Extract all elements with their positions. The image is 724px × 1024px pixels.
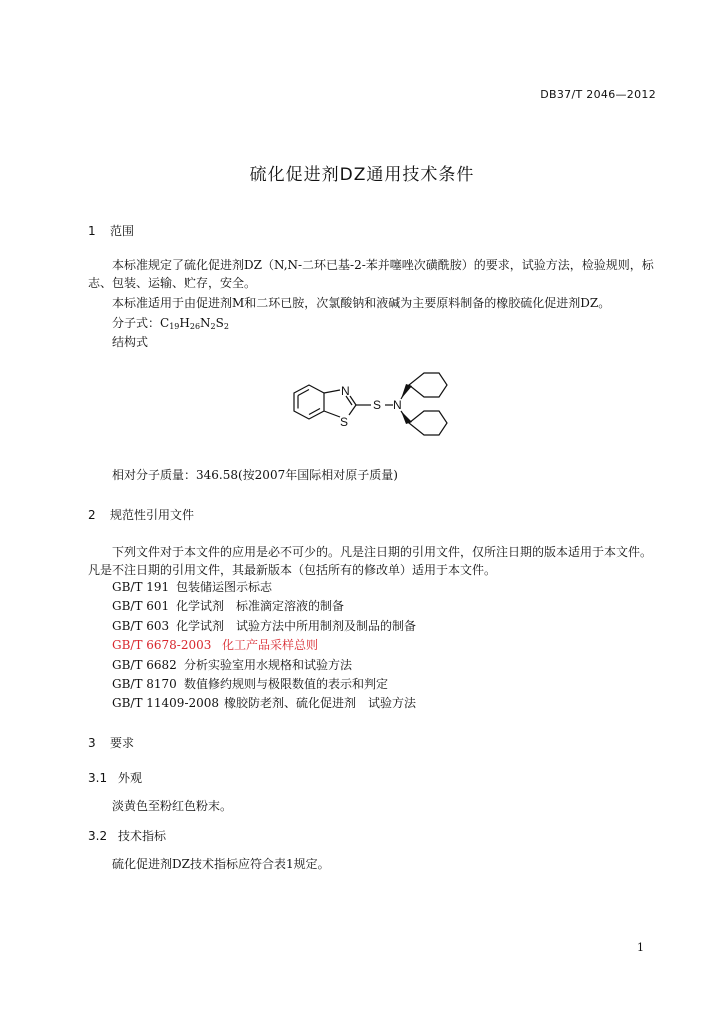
- reference-name: 数值修约规则与极限数值的表示和判定: [184, 676, 389, 691]
- section-1-title: 范围: [110, 224, 135, 238]
- subsection-3-1-title: 外观: [118, 771, 143, 785]
- standard-number: DB37/T 2046—2012: [540, 88, 656, 101]
- formula-c: C: [160, 316, 170, 330]
- section-3-number: 3: [88, 736, 96, 750]
- reference-list: [112, 578, 416, 714]
- formula-n-count: 2: [210, 322, 216, 331]
- subsection-3-2-title: 技术指标: [118, 829, 167, 843]
- section-2-title: 规范性引用文件: [110, 508, 195, 522]
- reference-item: [112, 597, 416, 616]
- atom-n-thiazole: N: [341, 384, 350, 398]
- reference-name: 化学试剂 试验方法中所用制剂及制品的制备: [176, 618, 417, 633]
- formula-c-count: 19: [169, 322, 180, 331]
- structural-formula-diagram: [288, 368, 458, 452]
- section-1-heading: [88, 222, 134, 239]
- structure-label: 结构式: [112, 335, 149, 349]
- reference-item: [112, 578, 416, 597]
- section-3-heading: [88, 734, 134, 751]
- reference-name: 橡胶防老剂、硫化促进剂 试验方法: [224, 696, 417, 711]
- reference-name: 分析实验室用水规格和试验方法: [184, 657, 353, 672]
- reference-name: 化学试剂 标准滴定溶液的制备: [176, 599, 345, 614]
- formula-n: N: [200, 316, 211, 330]
- scope-paragraph-1: 本标准规定了硫化促进剂DZ（N,N-二环已基-2-苯并噻唑次磺酰胺）的要求，试验方法，检验规则，标志、包装、运输、贮存，安全。: [88, 258, 654, 290]
- atom-s-sulfenamide: S: [373, 398, 382, 412]
- reference-code: GB/T 8170: [112, 676, 177, 691]
- appearance-text: 淡黄色至粉红色粉末。: [112, 799, 233, 813]
- formula-h-count: 26: [189, 322, 201, 331]
- normative-references-intro: 下列文件对于本文件的应用是必不可少的。凡是注日期的引用文件，仅所注日期的版本适用于本文件。凡是不注日期的引用文件，其最新版本（包括所有的修改单）适用于本文件。: [88, 545, 653, 577]
- subsection-3-2-number: 3.2: [88, 829, 108, 843]
- formula-h: H: [179, 316, 190, 330]
- reference-item: [112, 694, 416, 713]
- reference-name: 化工产品采样总则: [222, 638, 319, 653]
- subsection-3-2-heading: [88, 827, 166, 844]
- reference-item: [112, 675, 416, 694]
- section-2-heading: [88, 506, 194, 523]
- relative-molecular-mass: 相对分子质量：346.58(按2007年国际相对原子质量): [112, 468, 398, 482]
- reference-code: GB/T 603: [112, 618, 170, 633]
- scope-paragraph-2: 本标准适用于由促进剂M和二环已胺，次氯酸钠和液碱为主要原料制备的橡胶硫化促进剂DZ。: [112, 296, 611, 310]
- technical-index-text: 硫化促进剂DZ技术指标应符合表1规定。: [112, 857, 330, 871]
- section-3-title: 要求: [110, 736, 135, 750]
- reference-code: GB/T 6682: [112, 657, 177, 672]
- document-title: 硫化促进剂DZ通用技术条件: [249, 165, 475, 185]
- subsection-3-1-heading: [88, 769, 142, 786]
- reference-code: GB/T 601: [112, 599, 170, 614]
- cyclohexyl-ring-lower: [409, 411, 447, 435]
- reference-code: GB/T 6678-2003: [112, 638, 212, 653]
- atom-n-amine: N: [393, 398, 402, 412]
- page-number: 1: [637, 941, 644, 954]
- atom-s-thiazole: S: [340, 415, 349, 429]
- formula-label: 分子式：: [112, 316, 161, 330]
- section-1-number: 1: [88, 224, 96, 238]
- formula-s-count: 2: [223, 322, 229, 331]
- reference-code: GB/T 191: [112, 580, 170, 594]
- reference-code: GB/T 11409-2008: [112, 696, 220, 711]
- subsection-3-1-number: 3.1: [88, 771, 108, 785]
- reference-item: [112, 617, 416, 636]
- section-2-number: 2: [88, 508, 96, 522]
- cyclohexyl-ring-upper: [409, 373, 447, 397]
- reference-item-highlighted: [112, 636, 416, 655]
- reference-item: [112, 656, 416, 675]
- formula-s: S: [215, 316, 224, 330]
- reference-name: 包装储运图示标志: [176, 580, 273, 594]
